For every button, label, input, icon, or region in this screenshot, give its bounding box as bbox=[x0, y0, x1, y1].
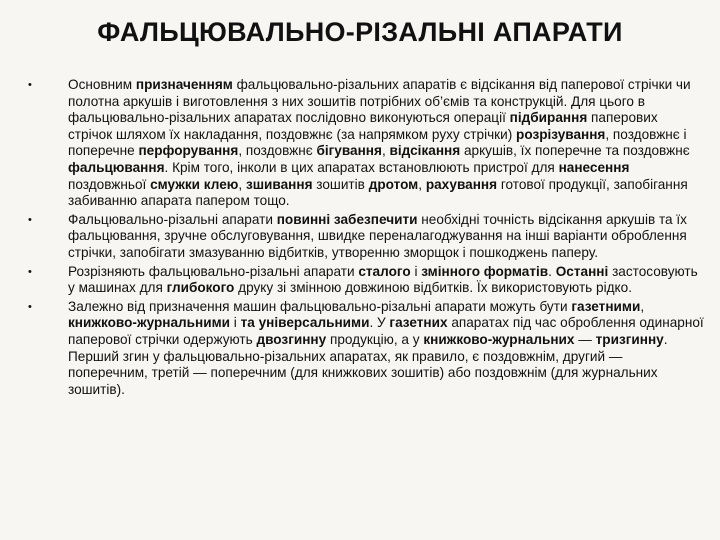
bold-term: Останні bbox=[555, 263, 609, 279]
text-run: продукцію, а у bbox=[326, 331, 424, 347]
text-run: , поздовжнє bbox=[238, 143, 317, 159]
text-run: зошитів bbox=[312, 176, 369, 192]
text-run: , поздовжнє і поперечне bbox=[68, 126, 687, 159]
bold-term: сталого bbox=[358, 263, 411, 279]
bullet-list bbox=[28, 77, 704, 400]
text-run: фальцювально-різальних апаратів є відсікання від паперової стрічки чи полотна аркушів і виготовлення з них зошитів потрібних об’ємів та конструкцій. Для цього в фальцювально-різальних апаратах послідовно виконуються операції bbox=[68, 77, 691, 126]
text-run: апаратах під час оброблення одинарної паперової стрічки одержують bbox=[68, 315, 704, 347]
bold-term: нанесення bbox=[558, 159, 630, 175]
bold-term: двозгинну bbox=[256, 331, 327, 347]
text-run: друку зі змінною довжиною відбитків. Їх використовують рідко. bbox=[234, 280, 632, 296]
text-run: Залежно від призначення машин фальцювально-різальні апарати можуть бути bbox=[68, 298, 572, 314]
bullet-text bbox=[68, 77, 691, 208]
text-run: Основним bbox=[68, 77, 136, 92]
bullet-item bbox=[28, 299, 704, 399]
text-run: необхідні точність відсікання аркушів та їх фальцювання, зручне обслуговування, швидке переналагоджування на інші варіанти оброблення стрічки, запобігати змазуванню відбитків, утворенню зморщок і пошкоджень паперу. bbox=[68, 211, 687, 260]
text-run: і bbox=[410, 263, 422, 279]
text-run: , bbox=[381, 143, 390, 159]
text-run: поздовжньої bbox=[68, 176, 151, 192]
bold-term: зшивання bbox=[245, 176, 313, 192]
bold-term: змінного форматів bbox=[421, 263, 549, 279]
bold-term: книжково-журнальними bbox=[68, 315, 231, 331]
bold-term: відсікання bbox=[389, 143, 461, 159]
bullet-text bbox=[68, 212, 687, 260]
text-run: аркушів, їх поперечне та поздовжнє bbox=[460, 143, 690, 159]
text-run: . bbox=[548, 263, 556, 279]
bullet-marker: • bbox=[28, 213, 32, 226]
bullet-text bbox=[68, 264, 698, 296]
bold-term: підбирання bbox=[509, 110, 588, 126]
bold-term: газетних bbox=[389, 315, 448, 331]
bold-term: смужки клею bbox=[150, 176, 239, 192]
text-run: Розрізняють фальцювально-різальні апарати bbox=[68, 263, 359, 279]
text-run: . Перший згин у фальцювально-різальних апаратах, як правило, є поздовжнім, другий — поперечним, третій — поперечним (для книжкових зошитів) або поздовжнім (для журнальних зошитів). bbox=[68, 331, 668, 397]
text-run: застосовують у машинах для bbox=[68, 263, 698, 296]
bullet-item bbox=[28, 77, 704, 210]
bullet-text bbox=[68, 299, 704, 397]
text-run: . Крім того, інколи в цих апаратах встановлюють пристрої для bbox=[164, 159, 559, 175]
text-run: Фальцювально-різальні апарати bbox=[68, 211, 277, 227]
text-run: , bbox=[418, 176, 426, 192]
text-run: . У bbox=[369, 315, 390, 331]
bullet-marker: • bbox=[28, 79, 32, 91]
bullet-item bbox=[28, 212, 704, 262]
bold-term: рахування bbox=[425, 176, 498, 192]
bold-term: перфорування bbox=[138, 143, 239, 159]
bold-term: глибокого bbox=[166, 280, 235, 296]
text-run: , bbox=[238, 176, 246, 192]
text-run: і bbox=[230, 315, 241, 331]
bold-term: газетними bbox=[571, 298, 641, 314]
bold-term: розрізування bbox=[516, 126, 606, 142]
bold-term: призначенням bbox=[135, 77, 233, 92]
text-run: паперових стрічок шляхом їх накладання, поздовжнє (за напрямком руху стрічки) bbox=[68, 110, 658, 142]
slide-title: ФАЛЬЦЮВАЛЬНО-РІЗАЛЬНІ АПАРАТИ bbox=[97, 17, 623, 47]
bullet-marker: • bbox=[28, 300, 32, 313]
bold-term: книжково-журнальних bbox=[423, 331, 575, 347]
bold-term: дротом bbox=[368, 176, 419, 192]
bold-term: тризгинну bbox=[595, 331, 664, 347]
bold-term: бігування bbox=[316, 143, 382, 159]
text-run: готової продукції, запобігання забиванню апарата папером тощо. bbox=[68, 176, 688, 209]
bold-term: повинні забезпечити bbox=[276, 211, 418, 227]
bullet-item bbox=[28, 264, 704, 297]
text-run: , bbox=[640, 298, 645, 314]
bold-term: фальцювання bbox=[68, 159, 165, 175]
text-run: — bbox=[574, 331, 596, 347]
bold-term: та універсальними bbox=[240, 315, 370, 331]
bullet-marker: • bbox=[28, 265, 32, 278]
